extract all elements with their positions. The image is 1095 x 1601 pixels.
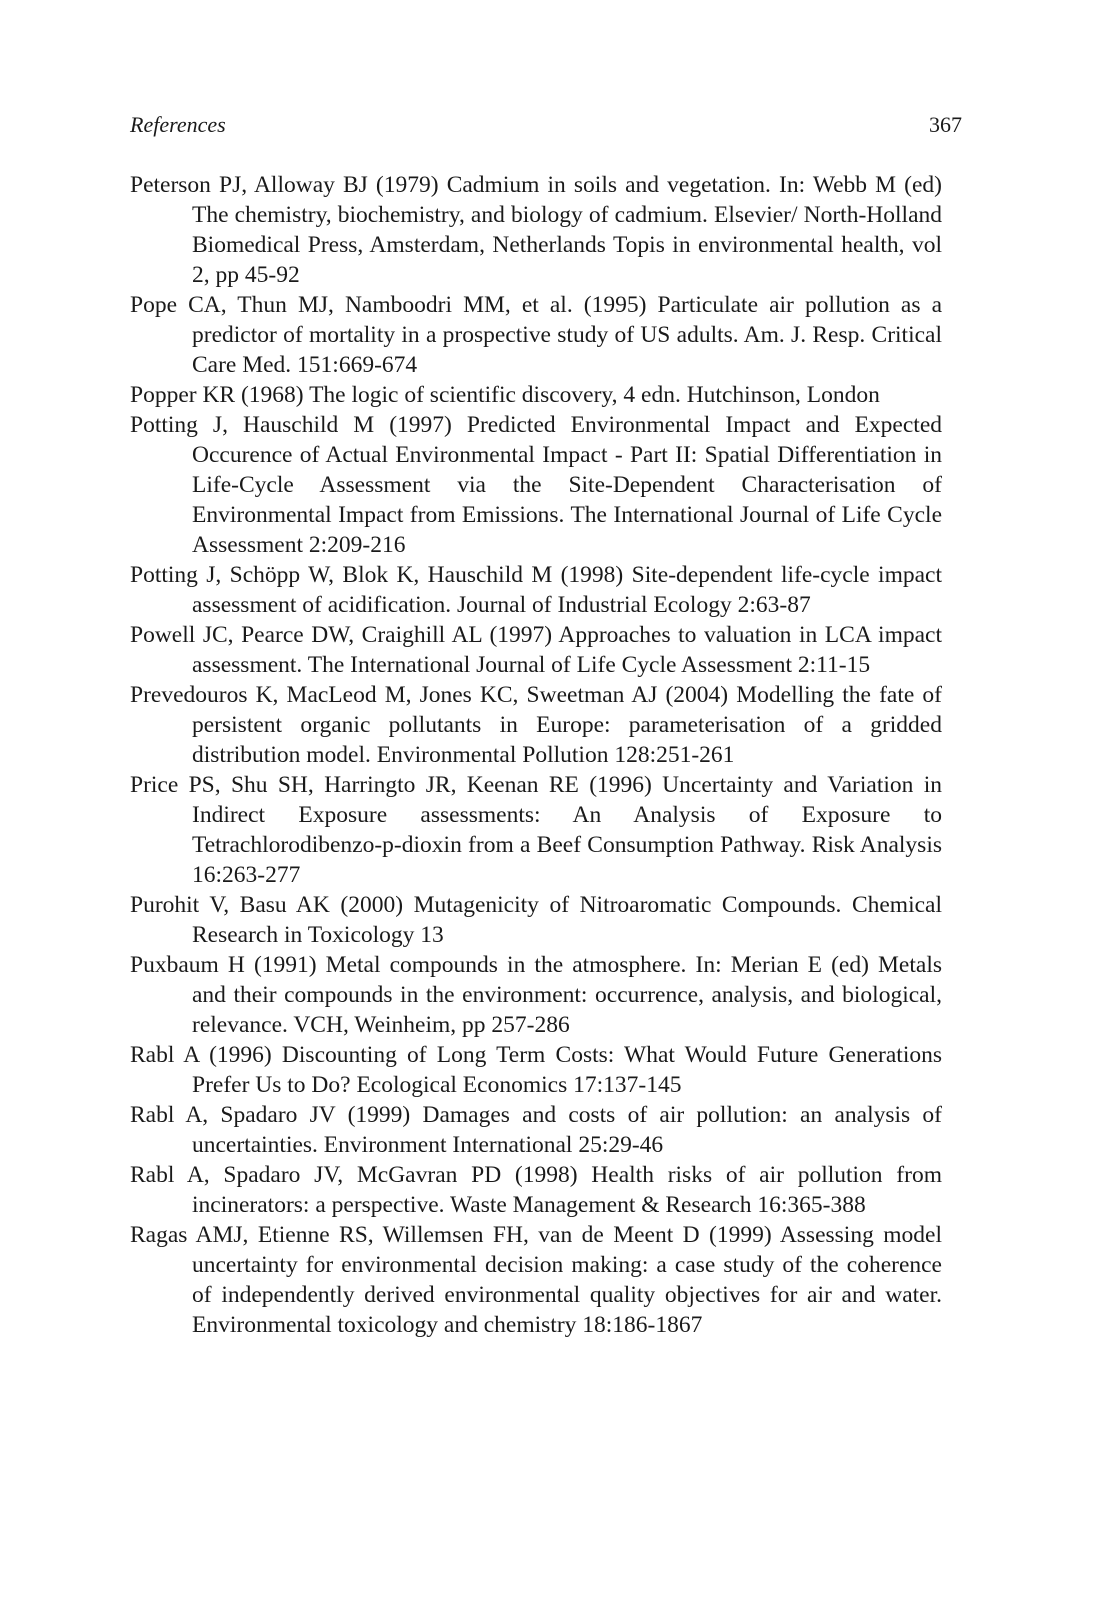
reference-entry: Purohit V, Basu AK (2000) Mutagenicity of Nitroaromatic Compounds. Chemical Research in Toxicology 13 [130,892,942,948]
reference-entry: Price PS, Shu SH, Harringto JR, Keenan RE (1996) Uncertainty and Variation in Indirect Exposure assessments: An Analysis of Exposure to Tetrachlorodibenzo-p-dioxin from a Beef Consumption Pathway. Risk Analysis 16:263-277 [130,772,942,888]
reference-entry: Prevedouros K, MacLeod M, Jones KC, Sweetman AJ (2004) Modelling the fate of persistent organic pollutants in Europe: parameterisation of a gridded distribution model. Environmental Pollution 128:251-261 [130,682,942,768]
running-head [130,110,962,140]
reference-entry: Rabl A (1996) Discounting of Long Term Costs: What Would Future Generations Prefer Us to Do? Ecological Economics 17:137-145 [130,1042,942,1098]
reference-entry: Pope CA, Thun MJ, Namboodri MM, et al. (1995) Particulate air pollution as a predictor of mortality in a prospective study of US adults. Am. J. Resp. Critical Care Med. 151:669-674 [130,292,942,378]
reference-entry: Potting J, Hauschild M (1997) Predicted Environmental Impact and Expected Occurence of Actual Environmental Impact - Part II: Spatial Differentiation in Life-Cycle Assessment via the Site-Dependent Characterisation of Environmental Impact from Emissions. The International Journal of Life Cycle Assessment 2:209-216 [130,412,942,558]
reference-entry: Rabl A, Spadaro JV (1999) Damages and costs of air pollution: an analysis of uncertainties. Environment International 25:29-46 [130,1102,942,1158]
reference-entry: Peterson PJ, Alloway BJ (1979) Cadmium in soils and vegetation. In: Webb M (ed) The chemistry, biochemistry, and biology of cadmium. Elsevier/ North-Holland Biomedical Press, Amsterdam, Netherlands Topis in environmental health, vol 2, pp 45-92 [130,172,942,288]
page-number: 367 [929,112,962,137]
reference-entry: Potting J, Schöpp W, Blok K, Hauschild M (1998) Site-dependent life-cycle impact assessment of acidification. Journal of Industrial Ecology 2:63-87 [130,562,942,618]
reference-entry: Popper KR (1968) The logic of scientific discovery, 4 edn. Hutchinson, London [130,382,880,408]
reference-entry: Powell JC, Pearce DW, Craighill AL (1997) Approaches to valuation in LCA impact assessment. The International Journal of Life Cycle Assessment 2:11-15 [130,622,942,678]
reference-entry: Puxbaum H (1991) Metal compounds in the atmosphere. In: Merian E (ed) Metals and their compounds in the environment: occurrence, analysis, and biological, relevance. VCH, Weinheim, pp 257-286 [130,952,942,1038]
reference-list [130,170,942,1340]
reference-entry: Ragas AMJ, Etienne RS, Willemsen FH, van de Meent D (1999) Assessing model uncertainty for environmental decision making: a case study of the coherence of independently derived environmental quality objectives for air and water. Environmental toxicology and chemistry 18:186-1867 [130,1222,942,1338]
reference-entry: Rabl A, Spadaro JV, McGavran PD (1998) Health risks of air pollution from incinerators: a perspective. Waste Management & Research 16:365-388 [130,1162,942,1218]
running-title: References [130,112,226,137]
